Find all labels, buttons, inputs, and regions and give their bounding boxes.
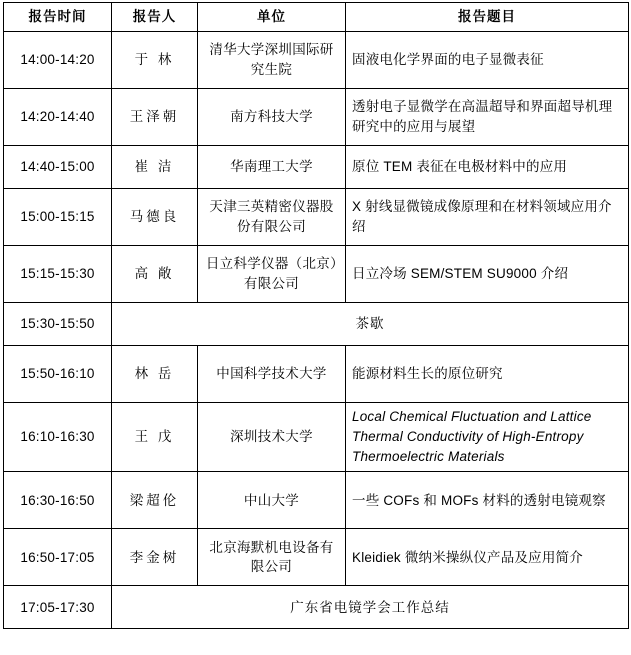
cell-time: 17:05-17:30 bbox=[4, 586, 112, 629]
cell-time: 15:00-15:15 bbox=[4, 188, 112, 245]
cell-topic: Kleidiek 微纳米操纵仪产品及应用简介 bbox=[346, 529, 629, 586]
table-row-summary bbox=[4, 586, 629, 629]
table-row bbox=[4, 145, 629, 188]
cell-organization: 日立科学仪器（北京）有限公司 bbox=[198, 245, 346, 302]
column-header-time: 报告时间 bbox=[4, 3, 112, 32]
conference-schedule-table bbox=[3, 2, 629, 629]
cell-organization: 中山大学 bbox=[198, 472, 346, 529]
cell-time: 15:50-16:10 bbox=[4, 345, 112, 402]
cell-topic: 原位 TEM 表征在电极材料中的应用 bbox=[346, 145, 629, 188]
cell-topic: 一些 COFs 和 MOFs 材料的透射电镜观察 bbox=[346, 472, 629, 529]
cell-speaker: 于 林 bbox=[112, 31, 198, 88]
cell-break-label: 茶歇 bbox=[112, 302, 629, 345]
cell-topic: 透射电子显微学在高温超导和界面超导机理研究中的应用与展望 bbox=[346, 88, 629, 145]
cell-speaker: 崔 洁 bbox=[112, 145, 198, 188]
cell-organization: 中国科学技术大学 bbox=[198, 345, 346, 402]
table-row bbox=[4, 529, 629, 586]
cell-speaker: 李金树 bbox=[112, 529, 198, 586]
table-row bbox=[4, 88, 629, 145]
column-header-speaker: 报告人 bbox=[112, 3, 198, 32]
cell-time: 14:40-15:00 bbox=[4, 145, 112, 188]
cell-summary-label: 广东省电镜学会工作总结 bbox=[112, 586, 629, 629]
cell-topic: 固液电化学界面的电子显微表征 bbox=[346, 31, 629, 88]
table-row bbox=[4, 188, 629, 245]
cell-time: 14:00-14:20 bbox=[4, 31, 112, 88]
cell-time: 14:20-14:40 bbox=[4, 88, 112, 145]
cell-speaker: 王泽朝 bbox=[112, 88, 198, 145]
column-header-organization: 单位 bbox=[198, 3, 346, 32]
cell-topic: 日立冷场 SEM/STEM SU9000 介绍 bbox=[346, 245, 629, 302]
cell-speaker: 梁超伦 bbox=[112, 472, 198, 529]
table-row-break bbox=[4, 302, 629, 345]
cell-topic: X 射线显微镜成像原理和在材料领域应用介绍 bbox=[346, 188, 629, 245]
cell-time: 16:30-16:50 bbox=[4, 472, 112, 529]
cell-organization: 南方科技大学 bbox=[198, 88, 346, 145]
cell-organization: 天津三英精密仪器股份有限公司 bbox=[198, 188, 346, 245]
cell-speaker: 高 敞 bbox=[112, 245, 198, 302]
cell-time: 16:50-17:05 bbox=[4, 529, 112, 586]
table-body bbox=[4, 31, 629, 629]
table-header-row bbox=[4, 3, 629, 32]
table-row bbox=[4, 402, 629, 472]
cell-speaker: 马德良 bbox=[112, 188, 198, 245]
column-header-topic: 报告题目 bbox=[346, 3, 629, 32]
cell-time: 15:15-15:30 bbox=[4, 245, 112, 302]
cell-speaker: 王 戊 bbox=[112, 402, 198, 472]
cell-time: 15:30-15:50 bbox=[4, 302, 112, 345]
cell-organization: 清华大学深圳国际研究生院 bbox=[198, 31, 346, 88]
cell-topic: 能源材料生长的原位研究 bbox=[346, 345, 629, 402]
table-row bbox=[4, 31, 629, 88]
cell-speaker: 林 岳 bbox=[112, 345, 198, 402]
cell-organization: 深圳技术大学 bbox=[198, 402, 346, 472]
table-row bbox=[4, 345, 629, 402]
table-row bbox=[4, 245, 629, 302]
cell-organization: 华南理工大学 bbox=[198, 145, 346, 188]
table-header bbox=[4, 3, 629, 32]
cell-time: 16:10-16:30 bbox=[4, 402, 112, 472]
cell-organization: 北京海默机电设备有限公司 bbox=[198, 529, 346, 586]
cell-topic: Local Chemical Fluctuation and Lattice Thermal Conductivity of High-Entropy Thermoelectric Materials bbox=[346, 402, 629, 472]
table-row bbox=[4, 472, 629, 529]
